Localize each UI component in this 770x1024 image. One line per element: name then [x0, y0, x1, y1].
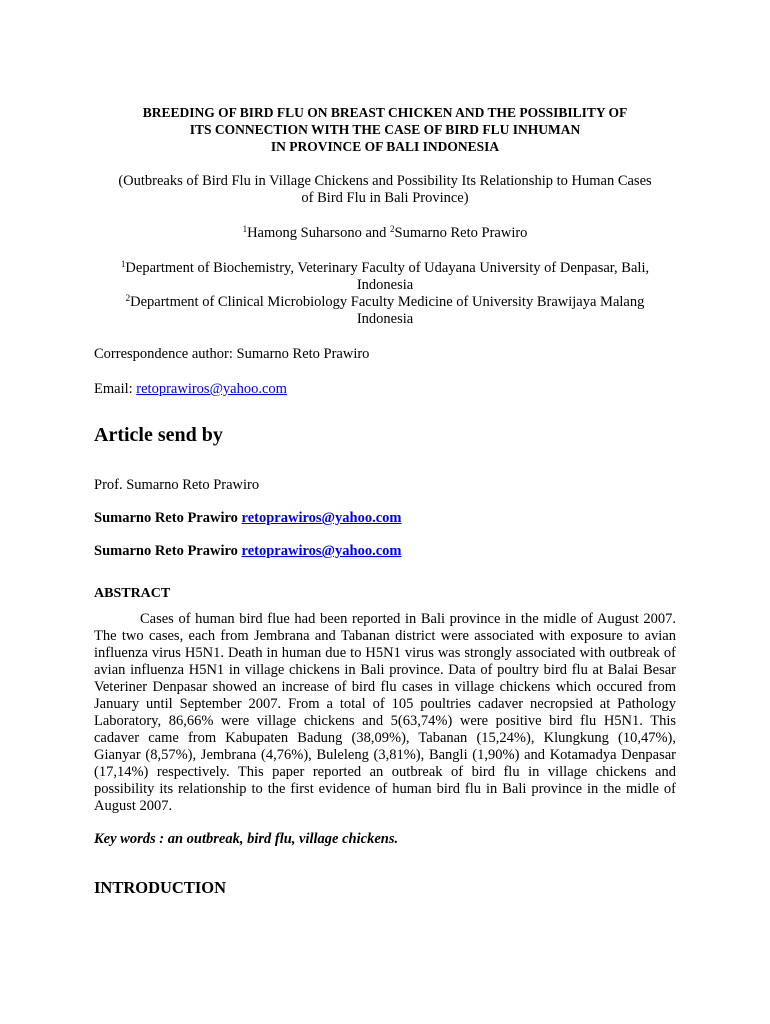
sender-line-1-email-link[interactable]: retoprawiros@yahoo.com — [241, 510, 402, 526]
author-list — [94, 225, 676, 242]
sender-line-2 — [94, 543, 676, 560]
keywords: Key words : an outbreak, bird flu, village chickens. — [94, 831, 399, 847]
paper-title — [94, 104, 676, 155]
paper-subtitle — [94, 173, 676, 207]
sender-line-1 — [94, 510, 676, 527]
paper-page — [94, 104, 676, 898]
abstract-text: Cases of human bird flue had been reported in Bali province in the midle of August 2007. The two cases, each from Jembrana and Tabanan district were associated with exposure to avian influenza virus H5N1. Death in human due to H5N1 virus was strongly associated with outbreak of avian influenza H5N1 in village chickens in Bali province. Data of poultry bird flu at Balai Besar Veteriner Denpasar showed an increase of bird flu cases in village chickens which occured from January until September 2007. From a total of 105 poultries cadaver necropsied at Pathology Laboratory, 86,66% were village chickens and 5(63,74%) were positive bird flu H5N1. This cadaver came from Kabupaten Badung (38,09%), Tabanan (15,24%), Klungkung (10,47%), Gianyar (8,57%), Jembrana (4,76%), Buleleng (3,81%), Bangli (1,90%) and Kotamadya Denpasar (17,14%) respectively. This paper reported an outbreak of bird flu in village chickens and possibility its relationship to the first evidence of human bird flu in Bali province in the midle of August 2007. — [94, 611, 676, 814]
article-send-heading: Article send by — [94, 424, 223, 446]
subtitle-line: of Bird Flu in Bali Province) — [301, 190, 469, 206]
affiliations — [94, 260, 676, 328]
author-1-superscript: 1 — [242, 224, 248, 234]
author-2-superscript: 2 — [390, 224, 395, 234]
sender-line-1-name: Sumarno Reto Prawiro — [94, 510, 242, 526]
title-line: BREEDING OF BIRD FLU ON BREAST CHICKEN AND THE POSSIBILITY OF — [142, 105, 628, 120]
affiliation-2-line1: Department of Clinical Microbiology Faculty Medicine of University Brawijaya Malang — [130, 294, 645, 310]
author-2-name: Sumarno Reto Prawiro — [394, 225, 528, 241]
subtitle-line: (Outbreaks of Bird Flu in Village Chickens and Possibility Its Relationship to Human Cases — [118, 173, 652, 189]
affiliation-2-line2: Indonesia — [356, 311, 414, 327]
sender-line-2-email-link[interactable]: retoprawiros@yahoo.com — [241, 543, 402, 559]
introduction-heading: INTRODUCTION — [94, 878, 227, 897]
author-1-name: Hamong Suharsono and — [247, 225, 391, 241]
title-line: ITS CONNECTION WITH THE CASE OF BIRD FLU INHUMAN — [189, 122, 581, 137]
title-line: IN PROVINCE OF BALI INDONESIA — [270, 139, 500, 154]
affiliation-2-superscript: 2 — [125, 293, 131, 303]
affiliation-1-line2: Indonesia — [356, 277, 414, 293]
sender-name: Prof. Sumarno Reto Prawiro — [94, 477, 260, 493]
sender-line-2-name: Sumarno Reto Prawiro — [94, 543, 242, 559]
email-label: Email: — [94, 381, 137, 397]
correspondence-author: Correspondence author: Sumarno Reto Prawiro — [94, 346, 370, 362]
abstract-heading: ABSTRACT — [94, 586, 171, 601]
affiliation-1-line1: Department of Biochemistry, Veterinary Faculty of Udayana University of Denpasar, Bali, — [125, 260, 650, 276]
email-link[interactable]: retoprawiros@yahoo.com — [136, 381, 287, 397]
affiliation-2 — [94, 294, 676, 311]
affiliation-1 — [94, 260, 676, 277]
affiliation-1-superscript: 1 — [120, 259, 126, 269]
email-line — [94, 381, 676, 398]
